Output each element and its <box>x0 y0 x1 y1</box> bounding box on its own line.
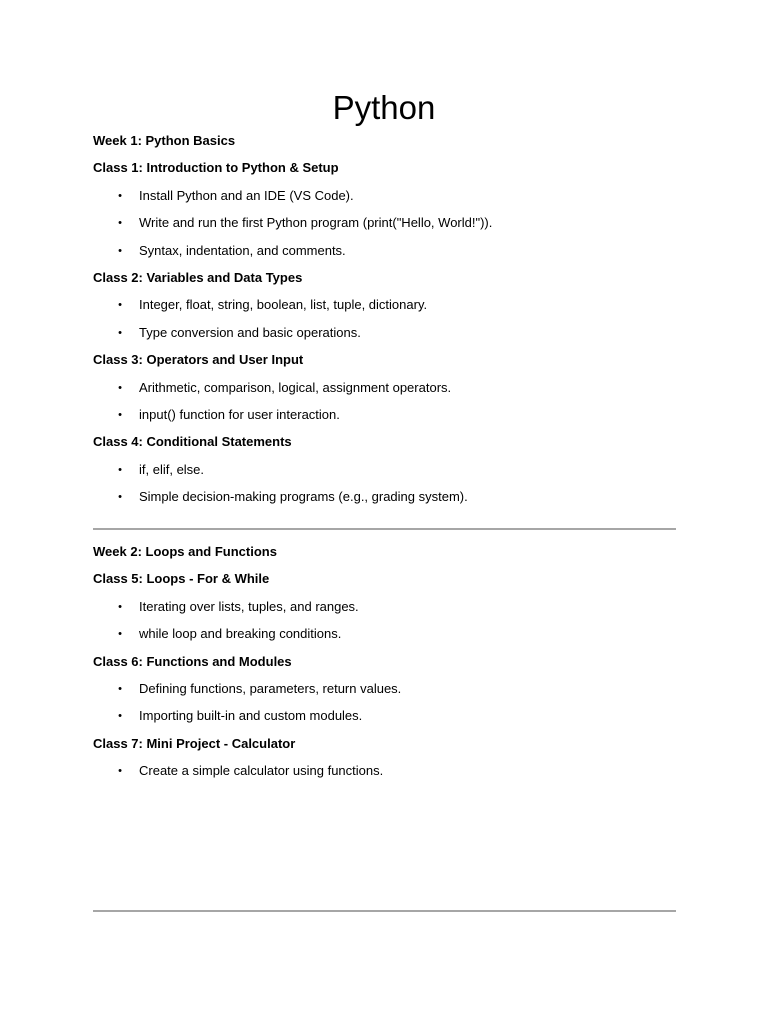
bullet-icon: • <box>118 600 122 613</box>
bullet-icon: • <box>118 217 122 230</box>
bullet-icon: • <box>118 299 122 312</box>
list-item <box>93 295 676 315</box>
class6-heading: Class 6: Functions and Modules <box>93 653 292 669</box>
section-divider <box>93 910 676 912</box>
list-item-text: Write and run the first Python program (print("Hello, World!")). <box>139 215 493 231</box>
bullet-icon: • <box>118 710 122 723</box>
bullet-icon: • <box>118 244 122 257</box>
week1-section <box>93 131 676 514</box>
list-item-text: if, elif, else. <box>139 461 205 477</box>
week2-heading: Week 2: Loops and Functions <box>93 544 277 559</box>
list-item <box>93 378 676 398</box>
list-item-text: Install Python and an IDE (VS Code). <box>139 187 354 203</box>
document-title: Python <box>332 89 436 126</box>
bullet-icon: • <box>118 682 122 695</box>
bullet-icon: • <box>118 189 122 202</box>
class2-heading: Class 2: Variables and Data Types <box>93 269 303 285</box>
class7-heading: Class 7: Mini Project - Calculator <box>93 735 296 751</box>
list-item <box>93 186 676 206</box>
section-divider <box>93 528 676 530</box>
list-item-text: Arithmetic, comparison, logical, assignment operators. <box>139 379 452 395</box>
list-item-text: Syntax, indentation, and comments. <box>139 242 346 258</box>
bullet-icon: • <box>118 326 122 339</box>
list-item <box>93 761 676 781</box>
list-item-text: Importing built-in and custom modules. <box>139 708 363 724</box>
list-item-text: Create a simple calculator using functions. <box>139 763 384 779</box>
list-item <box>93 679 676 699</box>
bullet-icon: • <box>118 491 122 504</box>
class3-heading: Class 3: Operators and User Input <box>93 352 304 368</box>
bullet-icon: • <box>118 381 122 394</box>
list-item <box>93 706 676 726</box>
list-item-text: while loop and breaking conditions. <box>139 626 342 642</box>
week2-section <box>93 542 676 789</box>
class4-heading: Class 4: Conditional Statements <box>93 434 292 450</box>
list-item-text: Simple decision-making programs (e.g., grading system). <box>139 489 468 505</box>
list-item <box>93 213 676 233</box>
list-item <box>93 487 676 507</box>
list-item-text: Iterating over lists, tuples, and ranges. <box>139 598 359 614</box>
bullet-icon: • <box>118 628 122 641</box>
list-item <box>93 241 676 261</box>
list-item-text: Defining functions, parameters, return values. <box>139 680 402 696</box>
list-item <box>93 460 676 480</box>
list-item-text: Type conversion and basic operations. <box>139 324 361 340</box>
list-item <box>93 405 676 425</box>
list-item <box>93 597 676 617</box>
list-item-text: input() function for user interaction. <box>139 406 340 422</box>
list-item <box>93 624 676 644</box>
bullet-icon: • <box>118 463 122 476</box>
bullet-icon: • <box>118 408 122 421</box>
class5-heading: Class 5: Loops - For & While <box>93 571 270 587</box>
list-item <box>93 323 676 343</box>
bullet-icon: • <box>118 765 122 778</box>
week1-heading: Week 1: Python Basics <box>93 133 236 148</box>
list-item-text: Integer, float, string, boolean, list, tuple, dictionary. <box>139 297 428 313</box>
class1-heading: Class 1: Introduction to Python & Setup <box>93 160 339 176</box>
